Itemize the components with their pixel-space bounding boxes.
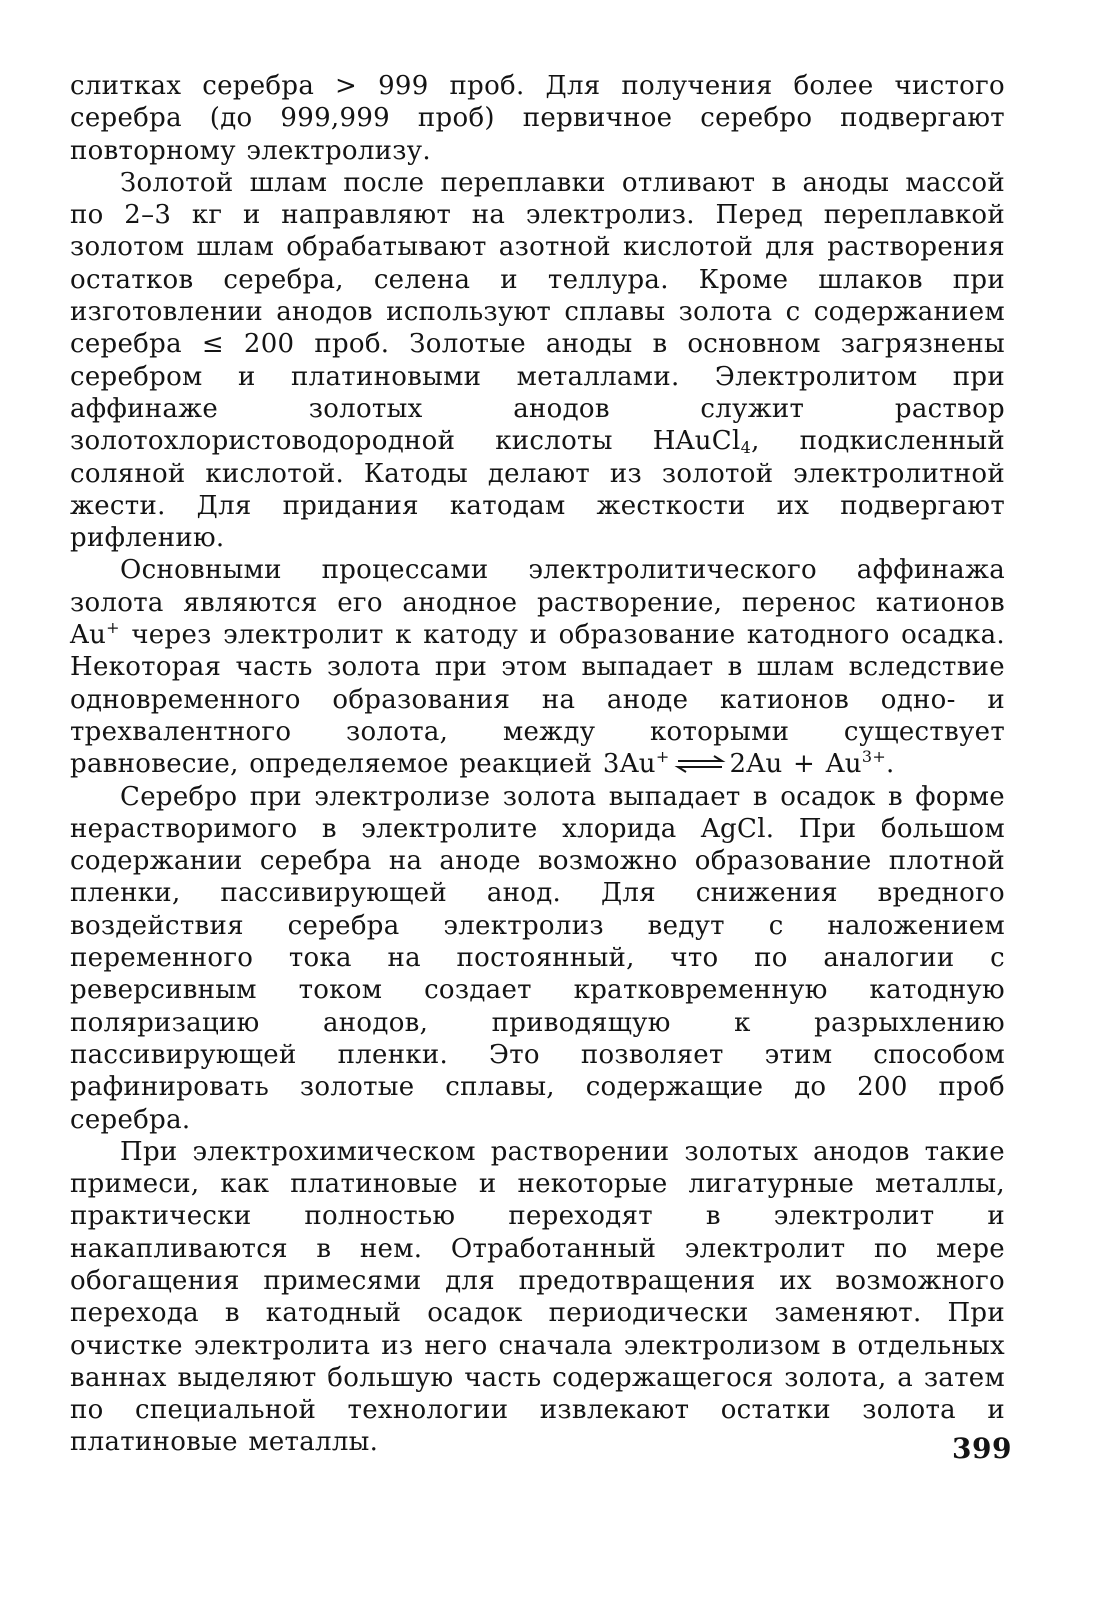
text-run: При электрохимическом растворении золотых анодов такие примеси, как платиновые и некоторые лигатурные металлы, практически полностью переходят в электролит и накапливаются в нем. Отработанный электролит по мере обогащения примесями для предотвращения их возможного перехода в катодный осадок периодически заменяют. При очистке электролита из него сначала электролизом в отдельных ваннах выделяют большую часть содержащегося золота, а затем по специальной технологии извлекают остатки золота и платиновые металлы.: [70, 1136, 1005, 1458]
page-number: 399: [952, 1432, 1012, 1465]
paragraph: [70, 167, 1005, 555]
superscript: +: [655, 747, 670, 767]
text-run: через электролит к катоду и образование катодного осадка. Некоторая часть золота при этом выпадает в шлам вследствие одновременного образования на аноде катионов одно- и трехвалентного золота, между которыми существует равновесие, определяемое реакцией 3Au: [70, 620, 1005, 780]
paragraph: [70, 554, 1005, 780]
text-run: .: [886, 749, 895, 780]
text-run: Серебро при электролизе золота выпадает в осадок в форме нерастворимого в электролите хлорида AgCl. При большом содержании серебра на аноде возможно образование плотной пленки, пассивирующей анод. Для снижения вредного воздействия серебра электролиз ведут с наложением переменного тока на постоянный, что по аналогии с реверсивным током создает кратковременную катодную поляризацию анодов, приводящую к разрыхлению пассивирующей пленки. Это позволяет этим способом рафинировать золотые сплавы, содержащие до 200 проб серебра.: [70, 781, 1005, 1135]
text-run: , подкисленный соляной кислотой. Катоды делают из золотой электролитной жести. Для придания катодам жесткости их подвергают рифлению.: [70, 426, 1005, 554]
text-run: 2Au + Au: [729, 749, 862, 780]
body-text: [70, 70, 1005, 1459]
superscript: +: [106, 618, 120, 638]
subscript: 4: [740, 438, 752, 458]
text-run: Золотой шлам после переплавки отливают в аноды массой по 2–3 кг и направляют на электролиз. Перед переплавкой золотом шлам обрабатывают азотной кислотой для растворения остатков серебра, селена и теллура. Кроме шлаков при изготовлении анодов используют сплавы золота с содержанием серебра ≤ 200 проб. Золотые аноды в основном загрязнены серебром и платиновыми металлами. Электролитом при аффинаже золотых анодов служит раствор золотохлористоводородной кислоты HAuCl: [70, 167, 1005, 457]
paragraph: [70, 70, 1005, 167]
text-run: слитках серебра > 999 проб. Для получения более чистого серебра (до 999,999 проб) первичное серебро подвергают повторному электролизу.: [70, 71, 1005, 166]
superscript: 3+: [861, 747, 887, 767]
text-run: Основными процессами электролитического аффинажа золота являются его анодное растворение, перенос катионов Au: [70, 555, 1005, 651]
paragraph: [70, 1136, 1005, 1459]
paragraph: [70, 781, 1005, 1136]
equilibrium-arrow-icon: [672, 754, 728, 774]
